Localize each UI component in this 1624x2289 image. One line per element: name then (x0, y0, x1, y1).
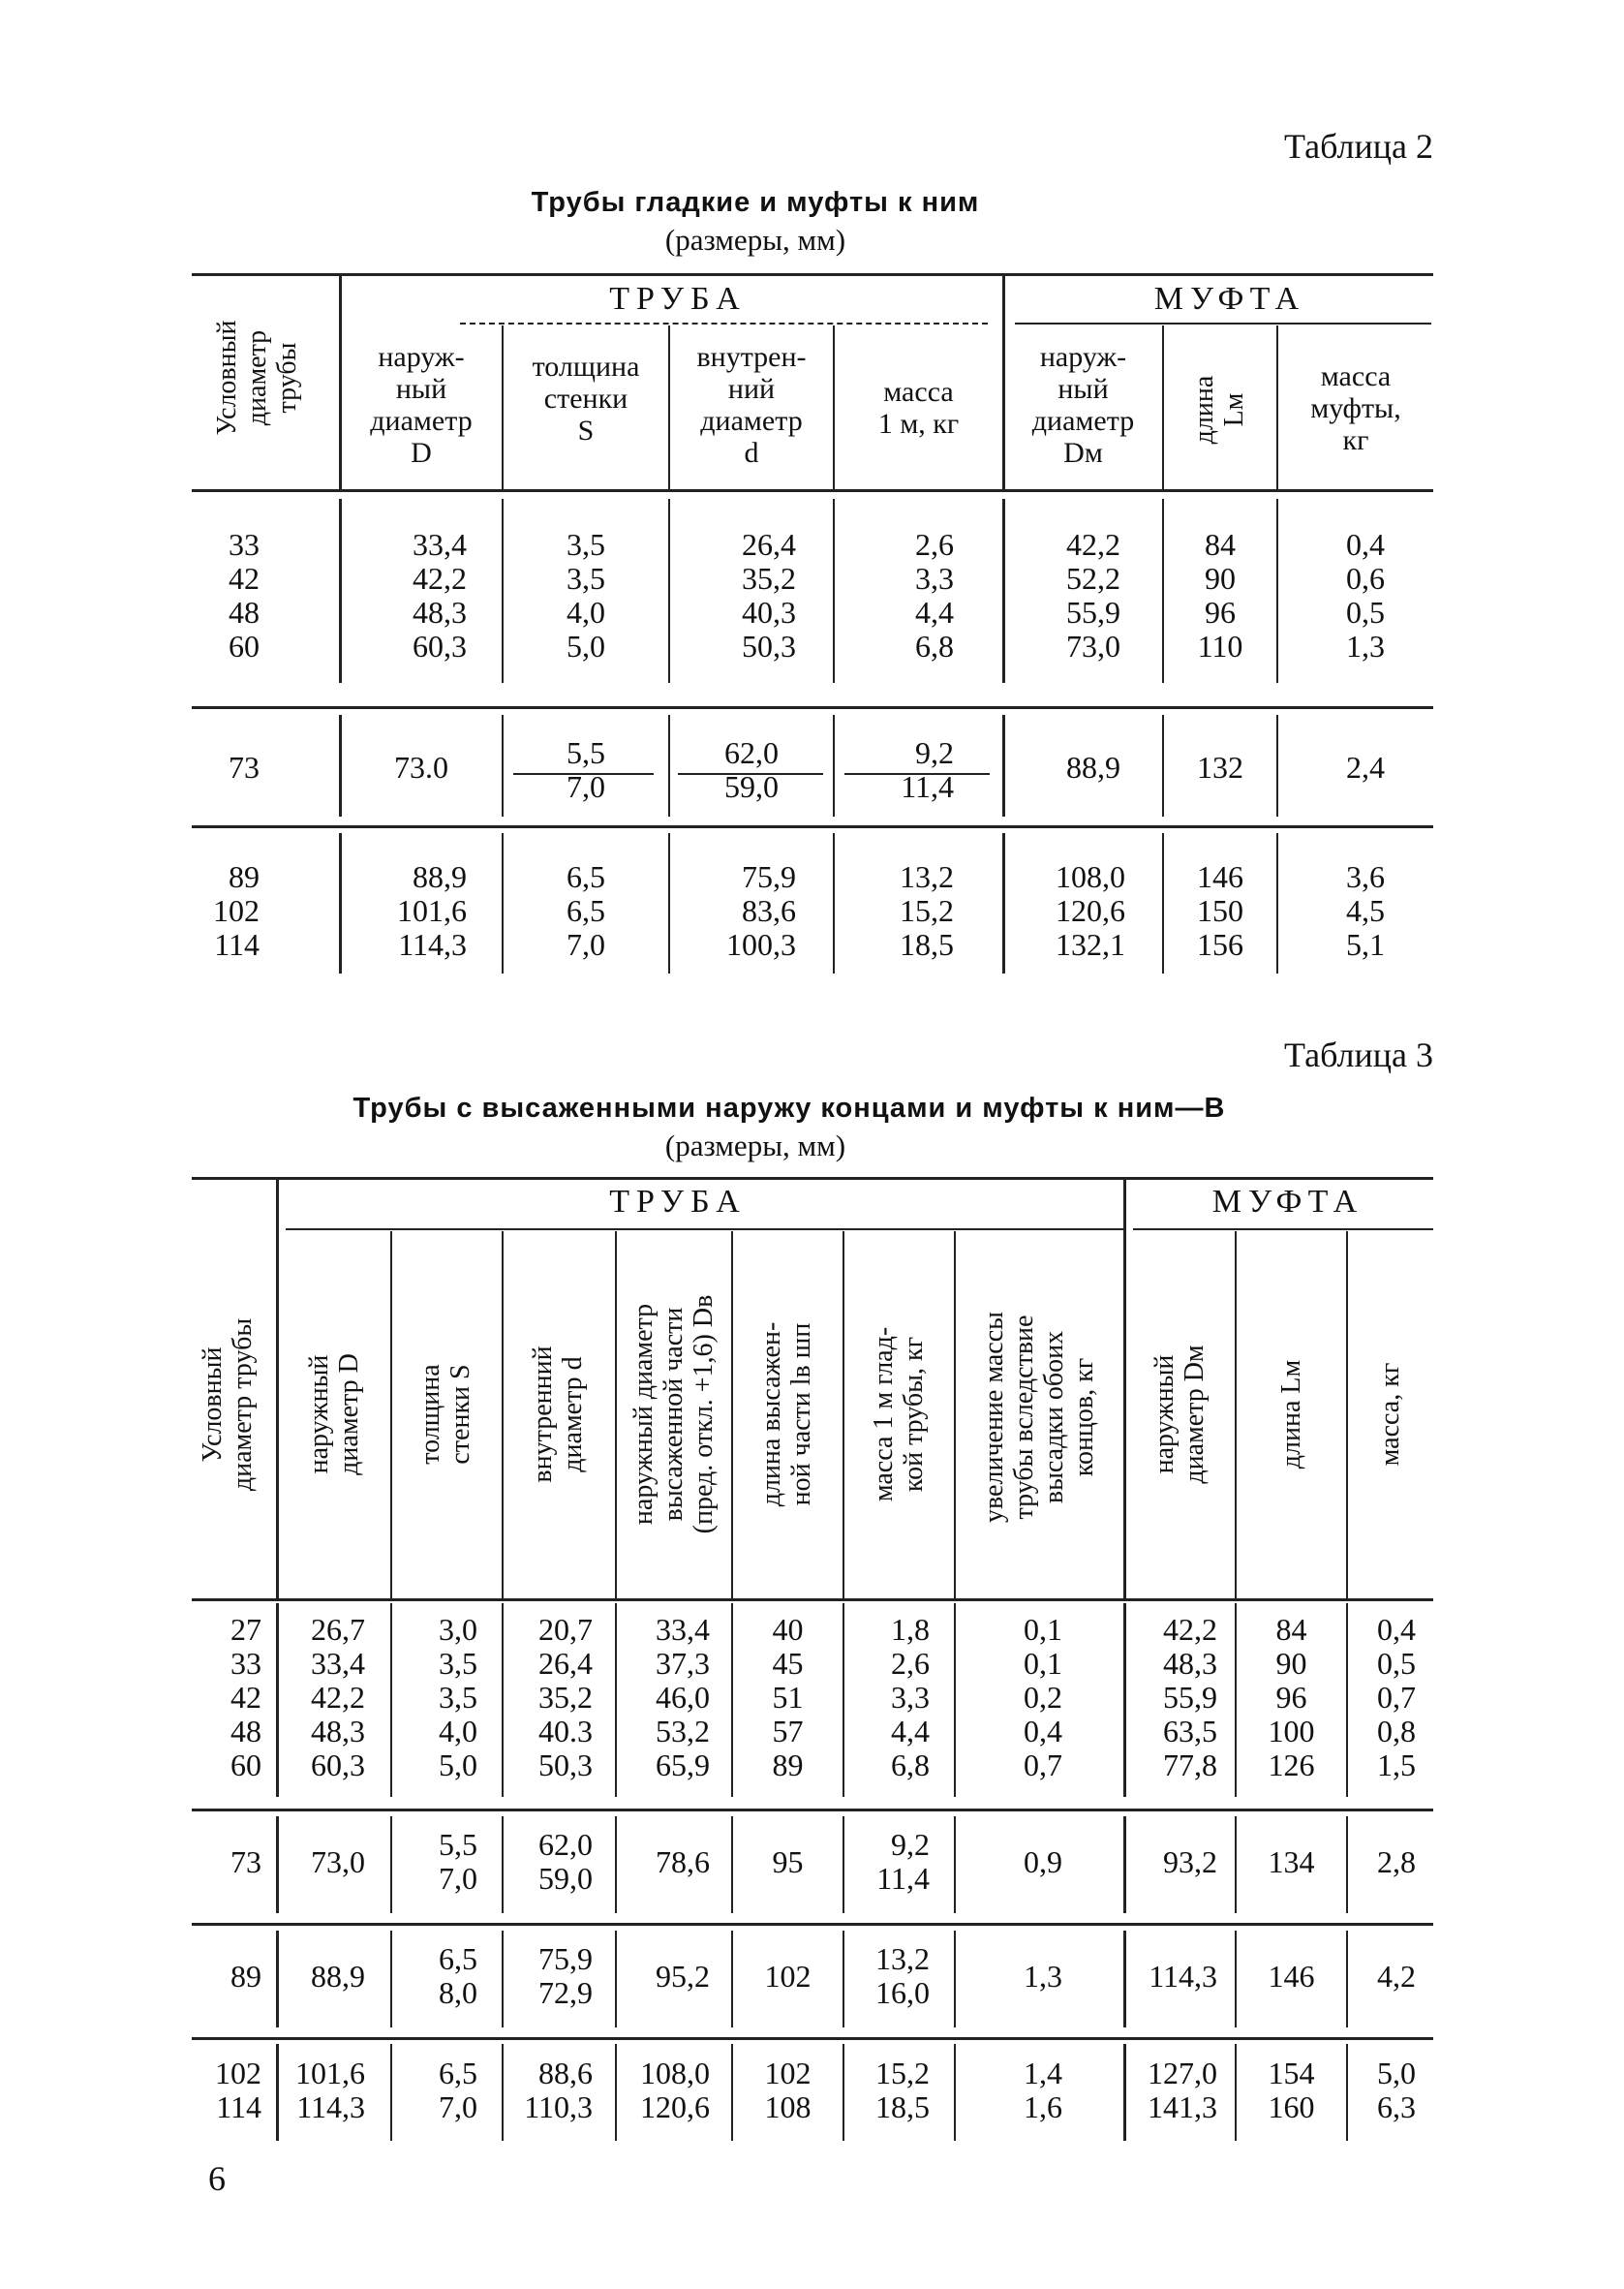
t2-g3-outer: 88,9 101,6 114,3 (397, 859, 467, 962)
table3-header-mass-inc: увеличение массы трубы вследствие высадки обоих концов, кг (979, 1312, 1099, 1523)
t2-g2-outer: 73.0 (394, 750, 448, 785)
table3-group-pipe: ТРУБА (609, 1184, 747, 1220)
table3-header-outer: наружный диаметр D (304, 1353, 364, 1475)
t3-g3-wall: 6,5 8,0 (439, 1941, 477, 2010)
t3-g2-c-mass: 2,8 (1377, 1844, 1416, 1879)
t2-g1-mass: 2,6 3,3 4,4 6,8 (915, 527, 954, 664)
t3-g4-c-len: 154 160 (1268, 2056, 1315, 2124)
t2-g3-inner: 75,9 83,6 100,3 (726, 859, 796, 962)
table2-header-wall: толщина стенки S (532, 351, 640, 447)
t3-g3-upset-d: 95,2 (656, 1959, 710, 1994)
t3-g3-mass-inc: 1,3 (1024, 1959, 1062, 1994)
t2-g3-mass: 13,2 15,2 18,5 (900, 859, 954, 962)
t2-g2-c-outer: 88,9 (1066, 750, 1120, 785)
t3-g1-mass: 1,8 2,6 3,3 4,4 6,8 (891, 1612, 930, 1782)
t3-g1-outer: 26,7 33,4 42,2 48,3 60,3 (311, 1612, 365, 1782)
table3-label: Таблица 3 (1284, 1036, 1433, 1074)
t2-g2-c-len: 132 (1197, 750, 1243, 785)
t2-g3-c-len: 146 150 156 (1197, 859, 1243, 962)
t3-g3-upset-len: 102 (764, 1959, 812, 1994)
t3-g3-nominal: 89 (230, 1959, 261, 1994)
t2-g2-inner: 62,0 59,0 (724, 735, 779, 804)
table2-group-coupling: МУФТА (1153, 281, 1306, 317)
t2-g1-outer: 33,4 42,2 48,3 60,3 (413, 527, 467, 664)
t2-g2-c-mass: 2,4 (1346, 750, 1385, 785)
t3-g1-nominal: 27 33 42 48 60 (230, 1612, 261, 1782)
t2-g2-wall: 5,5 7,0 (567, 735, 605, 804)
table3-header-upset-d: наружный диаметр высаженной части (пред. откл. +1,6) Dв (628, 1294, 719, 1534)
table3-header-c-len: длина Lм (1275, 1359, 1306, 1469)
t3-g2-upset-d: 78,6 (656, 1844, 710, 1879)
t3-g3-c-len: 146 (1268, 1959, 1315, 1994)
table2-header-c-outer: наруж- ный диаметр Dм (1031, 341, 1135, 469)
t3-g1-mass-inc: 0,1 0,1 0,2 0,4 0,7 (1024, 1612, 1062, 1782)
t3-g4-c-outer: 127,0 141,3 (1148, 2056, 1217, 2124)
t3-g4-inner: 88,6 110,3 (524, 2056, 593, 2124)
t2-g2-nominal: 73 (229, 750, 260, 785)
table3-header-c-outer: наружный диаметр Dм (1149, 1345, 1210, 1484)
t2-g1-c-mass: 0,4 0,6 0,5 1,3 (1346, 527, 1385, 664)
table3-header-upset-len: длина высажен- ной части lв шп (756, 1321, 816, 1507)
table2-header-c-mass: масса муфты, кг (1310, 360, 1401, 456)
table3-subtitle: (размеры, мм) (664, 1129, 846, 1162)
t3-g1-upset-len: 40 45 51 57 89 (772, 1612, 804, 1782)
t3-g1-c-len: 84 90 96 100 126 (1268, 1612, 1315, 1782)
table2-header-mass: масса 1 м, кг (877, 376, 960, 440)
t3-g2-c-len: 134 (1268, 1844, 1315, 1879)
t3-g2-inner: 62,0 59,0 (538, 1827, 593, 1896)
page-number: 6 (208, 2159, 226, 2198)
table3-header-mass: масса 1 м глад- кой трубы, кг (869, 1326, 929, 1502)
t3-g4-outer: 101,6 114,3 (295, 2056, 365, 2124)
table2-group-pipe: ТРУБА (609, 281, 747, 317)
table2-title: Трубы гладкие и муфты к ним (531, 187, 980, 218)
t2-g3-nominal: 89 102 114 (213, 859, 260, 962)
t3-g2-c-outer: 93,2 (1163, 1844, 1217, 1879)
t3-g4-mass: 15,2 18,5 (875, 2056, 930, 2124)
table2-header-nominal: Условный диаметр трубы (211, 320, 302, 436)
t3-g4-wall: 6,5 7,0 (439, 2056, 477, 2124)
t3-g3-outer: 88,9 (311, 1959, 365, 1994)
t3-g2-outer: 73,0 (311, 1844, 365, 1879)
table2-header-outer: наруж- ный диаметр D (370, 341, 473, 469)
t2-g1-c-outer: 42,2 52,2 55,9 73,0 (1066, 527, 1120, 664)
t3-g3-c-outer: 114,3 (1149, 1959, 1217, 1994)
t3-g4-upset-d: 108,0 120,6 (640, 2056, 710, 2124)
t3-g4-nominal: 102 114 (215, 2056, 261, 2124)
t3-g1-upset-d: 33,4 37,3 46,0 53,2 65,9 (656, 1612, 710, 1782)
table2-label: Таблица 2 (1284, 127, 1433, 166)
table3-group-coupling: МУФТА (1211, 1184, 1364, 1220)
t2-g3-c-outer: 108,0 120,6 132,1 (1056, 859, 1125, 962)
t3-g3-inner: 75,9 72,9 (538, 1941, 593, 2010)
table3-header-inner: внутренний диаметр d (528, 1346, 588, 1483)
t2-g1-wall: 3,5 3,5 4,0 5,0 (567, 527, 605, 664)
table2-header-inner: внутрен- ний диаметр d (696, 341, 807, 469)
t2-g1-nominal: 33 42 48 60 (229, 527, 260, 664)
t3-g2-upset-len: 95 (772, 1844, 804, 1879)
t2-g3-wall: 6,5 6,5 7,0 (567, 859, 605, 962)
t3-g1-wall: 3,0 3,5 3,5 4,0 5,0 (439, 1612, 477, 1782)
t3-g2-wall: 5,5 7,0 (439, 1827, 477, 1896)
table3-title: Трубы с высаженными наружу концами и муфты к ним—В (352, 1093, 1226, 1124)
t3-g3-mass: 13,2 16,0 (875, 1941, 930, 2010)
t3-g4-upset-len: 102 108 (764, 2056, 812, 2124)
t3-g1-c-outer: 42,2 48,3 55,9 63,5 77,8 (1163, 1612, 1217, 1782)
t3-g4-mass-inc: 1,4 1,6 (1024, 2056, 1062, 2124)
table2-subtitle: (размеры, мм) (664, 223, 846, 257)
t2-g3-c-mass: 3,6 4,5 5,1 (1346, 859, 1385, 962)
t3-g1-c-mass: 0,4 0,5 0,7 0,8 1,5 (1377, 1612, 1416, 1782)
t3-g1-inner: 20,7 26,4 35,2 40.3 50,3 (538, 1612, 593, 1782)
t3-g4-c-mass: 5,0 6,3 (1377, 2056, 1416, 2124)
t2-g2-mass: 9,2 11,4 (901, 735, 954, 804)
table3-header-c-mass: масса, кг (1374, 1362, 1405, 1467)
t3-g3-c-mass: 4,2 (1377, 1959, 1416, 1994)
t3-g2-mass: 9,2 11,4 (876, 1827, 930, 1896)
table2-header-c-len: длина Lм (1189, 375, 1249, 445)
t3-g2-mass-inc: 0,9 (1024, 1844, 1062, 1879)
table3-header-nominal: Условный диаметр трубы (198, 1317, 258, 1492)
table3-header-wall: толщина стенки S (415, 1364, 475, 1465)
t2-g1-inner: 26,4 35,2 40,3 50,3 (742, 527, 796, 664)
t2-g1-c-len: 84 90 96 110 (1197, 527, 1243, 664)
t3-g2-nominal: 73 (230, 1844, 261, 1879)
